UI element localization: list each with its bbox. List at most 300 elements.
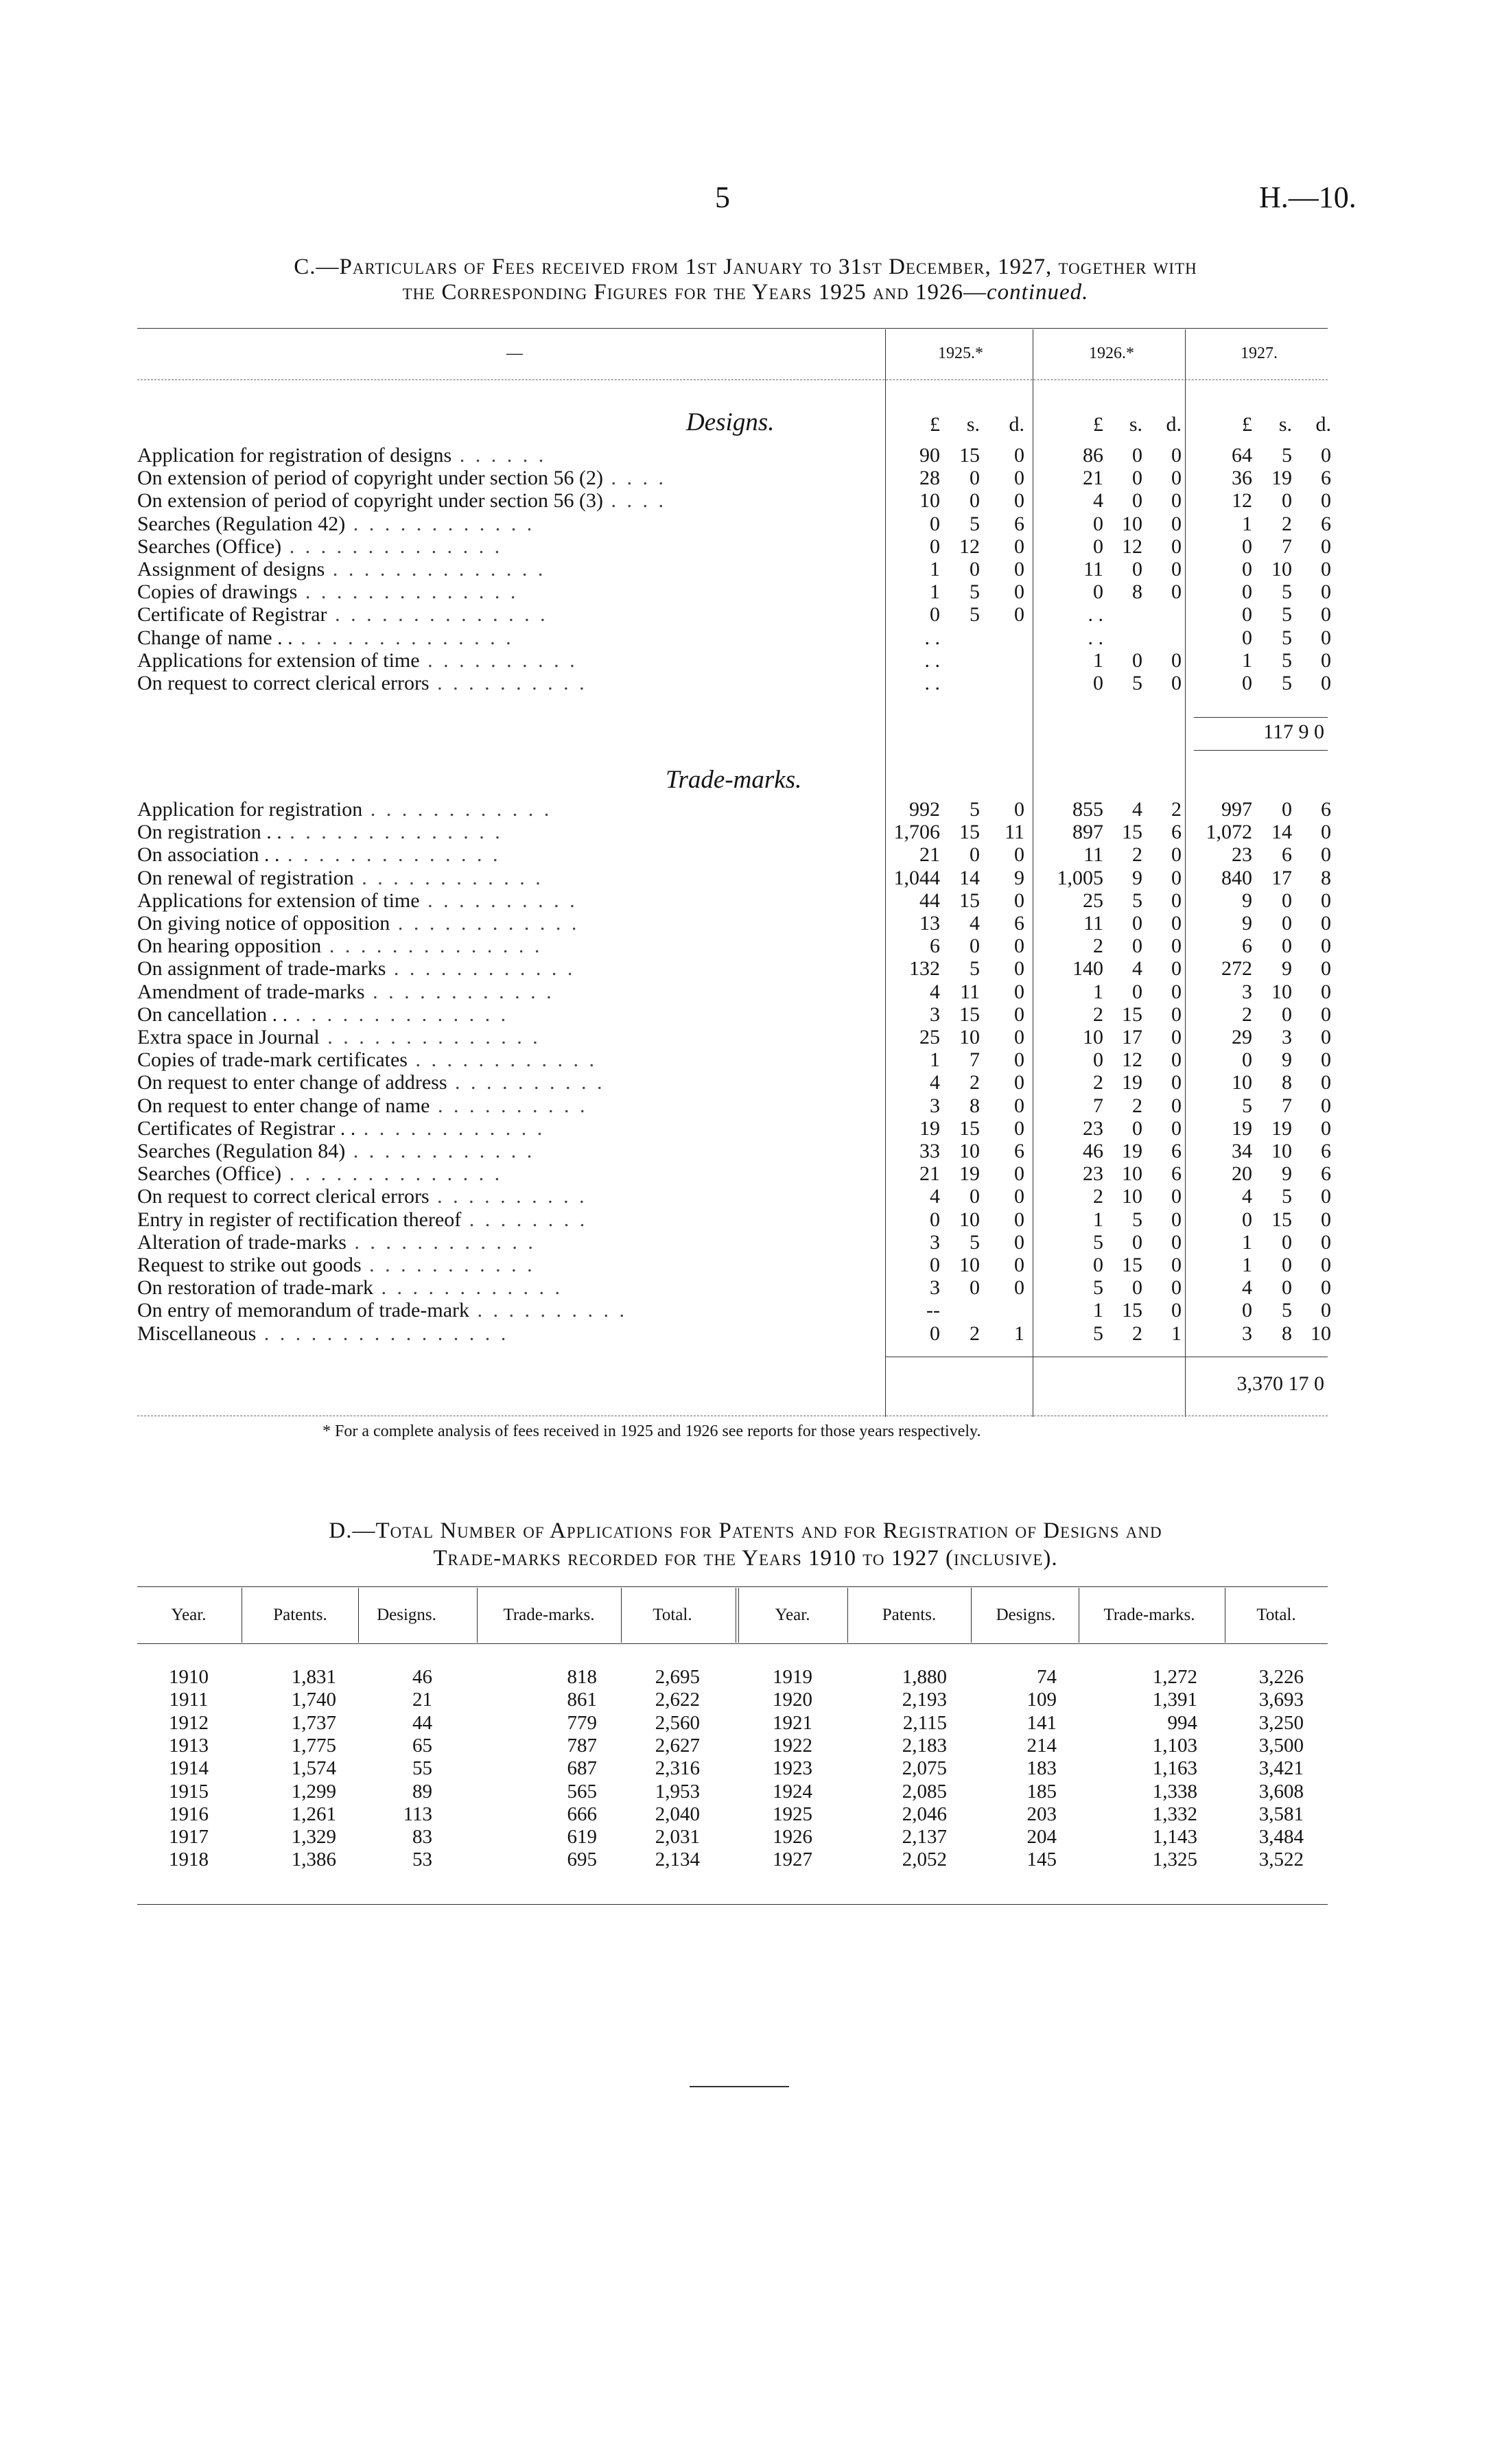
fee-amount: 0 [1171,444,1182,467]
table-d-cell: 666 [567,1803,597,1825]
fee-amount: 5 [1132,889,1142,912]
fee-amount: 6 [1171,1162,1182,1186]
fee-row-label [137,1299,858,1322]
table-d-cell: 145 [1026,1849,1057,1871]
table-d-cell: 1925 [773,1803,812,1825]
fee-amount: 36 [1232,467,1252,490]
fee-amount: 0 [1321,672,1331,694]
fee-amount: 0 [1014,1048,1024,1072]
table-c-col-divider-1 [885,329,886,1417]
fee-amount: 0 [1321,1116,1331,1140]
fee-amount: 0 [970,467,980,490]
fee-amount: 3 [930,1002,940,1026]
fee-amount: 15 [1271,1208,1292,1231]
fee-amount: 3 [930,1276,940,1300]
leader-dots: . . . . . . . . . . [469,1299,627,1322]
fee-amount: 9 [1242,912,1252,935]
table-d-cell: 3,421 [1258,1757,1304,1780]
fee-amount: 0 [1171,1230,1182,1254]
fee-amount: 1,044 [893,866,940,889]
fee-amount: . . [924,648,940,672]
designs-total-bottom-rule [1194,750,1328,751]
fee-amount: 0 [1282,1230,1292,1254]
currency-head: d. [1009,413,1024,436]
fee-amount: 0 [1014,1094,1024,1117]
fee-amount: 0 [1014,1230,1024,1254]
table-d-cell: 214 [1026,1734,1057,1757]
table-d-cell: 2,052 [902,1849,947,1871]
fee-amount: 0 [1171,672,1182,694]
leader-dots: . . . . . . . . . . . . [386,957,576,981]
table-d-cell: 2,031 [655,1826,700,1849]
leader-dots: . . . . . . . . . . [419,648,578,672]
fee-amount [983,672,1024,694]
currency-head: s. [966,413,980,436]
table-d-cell: 3,608 [1258,1780,1304,1803]
fee-amount: 6 [1171,821,1182,844]
fee-amount: 0 [1321,1048,1331,1072]
leader-dots: . . . . . . . . . . [429,1185,587,1208]
fee-amount: 0 [1171,558,1182,580]
fee-amount: 0 [1014,1071,1024,1094]
currency-head: s. [1278,413,1292,436]
fee-amount: 20 [1232,1162,1252,1186]
table-d-cell: 3,250 [1258,1711,1304,1734]
leader-dots: . . . . . . . . [461,1208,588,1231]
fee-amount: 0 [1132,980,1142,1003]
fee-amount: 10 [1122,512,1142,535]
fee-amount: 0 [1014,957,1024,981]
table-d-cell: 21 [412,1689,432,1711]
table-d-header: Total. [1256,1606,1296,1624]
table-d-cell: 1,338 [1152,1780,1197,1803]
fee-amount: 12 [1122,1048,1142,1072]
leader-dots: . . . . . . . . . . . . [364,980,554,1003]
fee-amount: 997 [1221,798,1252,821]
fee-label-text: Change of name . . [137,626,293,649]
leader-dots: . . . . . . . . . . . . [407,1048,597,1072]
fee-label-text: Applications for extension of time [137,889,420,912]
fee-amount: 0 [1171,1254,1182,1276]
table-d-cell: 3,522 [1258,1849,1304,1871]
designs-total-1927: 117 9 0 [1263,720,1324,743]
fee-amount: 0 [1242,626,1252,649]
fee-amount: 15 [959,889,980,912]
fee-amount: 0 [1171,980,1182,1003]
fee-amount: 5 [1132,672,1142,694]
table-d-cell: 2,134 [655,1849,700,1871]
fee-amount: 0 [1321,912,1331,935]
fee-amount: 13 [919,912,940,935]
table-d-cell: 1915 [169,1780,209,1803]
fee-amount: 33 [919,1140,940,1162]
fee-amount: 10 [1083,1026,1103,1048]
table-d-cell: 3,484 [1258,1826,1304,1849]
fee-amount: 1 [1093,980,1103,1003]
fee-amount: 5 [1282,626,1292,649]
fee-amount: 0 [1093,1254,1103,1276]
table-d-cell: 2,560 [655,1711,700,1734]
fee-label-text: Assignment of designs [137,558,325,580]
leader-dots: . . . . . . . . . . . . . . [292,626,514,649]
table-d-cell: 53 [412,1849,432,1871]
fee-amount: 44 [919,889,940,912]
fee-amount: 2 [1132,1322,1142,1345]
col-1925-header: 1925.* [938,344,983,362]
fee-amount: 15 [959,1116,980,1140]
table-d-cell: 1923 [773,1757,812,1780]
fee-amount: 2 [1132,843,1142,867]
table-c-col-divider-3 [1185,329,1186,1417]
fee-amount: 0 [1014,1002,1024,1026]
leader-dots: . . . . . . . . . . . . . . [281,535,503,558]
fee-amount: 0 [1093,1048,1103,1072]
table-d-cell: 204 [1026,1826,1057,1849]
fee-amount: 0 [1014,603,1024,626]
fee-amount: 64 [1232,444,1252,467]
fee-amount: 10 [1122,1185,1142,1208]
fee-row-label [137,603,858,626]
fee-row-label [137,1003,858,1026]
fee-amount: 3 [1242,980,1252,1003]
table-d-cell: 2,316 [655,1757,700,1780]
table-d-cell: 1,386 [291,1849,336,1871]
fee-amount: 0 [1014,444,1024,467]
fee-amount: 0 [1171,1276,1182,1300]
table-d-top-rule [137,1586,1328,1587]
fee-amount: 10 [959,1254,980,1276]
fee-amount: 0 [1321,444,1331,467]
fee-amount: 0 [1014,467,1024,490]
fee-amount: 9 [1242,889,1252,912]
fee-amount: 0 [1282,935,1292,958]
fee-amount: 272 [1221,957,1252,981]
table-d-cell: 2,046 [902,1803,947,1825]
fee-amount: 6 [1321,798,1331,821]
fee-amount: 2 [1242,1002,1252,1026]
leader-dots: . . . . [603,489,666,513]
fee-amount: 1 [1093,648,1103,672]
fee-amount: 15 [959,444,980,467]
fee-amount: 0 [1014,1208,1024,1231]
table-d-header: Patents. [273,1606,327,1624]
fee-amount: 0 [1321,489,1331,513]
fee-amount: 10 [1271,980,1292,1003]
fee-amount: 0 [1171,889,1182,912]
fee-amount: 5 [1282,580,1292,604]
fee-amount: 14 [959,866,980,889]
fee-amount: 0 [1321,1026,1331,1048]
fee-amount: 1,005 [1057,866,1103,889]
fee-amount: 34 [1232,1140,1252,1162]
fee-amount: 28 [919,467,940,490]
fee-amount: 12 [1232,489,1252,513]
table-d-cell: 2,183 [902,1734,947,1757]
fee-amount: 0 [1132,648,1142,672]
fee-amount: 132 [909,957,940,981]
fee-amount: 6 [1171,1140,1182,1162]
fee-amount: 0 [1321,1185,1331,1208]
table-d-cell: 1926 [773,1826,812,1849]
fee-row-label [137,513,858,535]
fee-amount: 0 [1014,1185,1024,1208]
table-d-cell: 861 [567,1689,597,1711]
fee-amount: 1 [1242,648,1252,672]
fee-row-label [137,821,858,843]
fee-amount: 17 [1271,866,1292,889]
fee-label-text: Extra space in Journal [137,1026,320,1048]
table-d-col-divider [621,1588,622,1643]
fee-amount: 7 [1282,535,1292,558]
fee-amount [1144,603,1182,626]
table-d-cell: 1,574 [291,1757,336,1780]
fee-amount: 0 [970,1276,980,1300]
fee-amount: 0 [1321,957,1331,981]
fee-amount: 86 [1083,444,1103,467]
fee-amount: 897 [1072,821,1103,844]
fee-amount: 5 [970,512,980,535]
fee-amount: . . [1088,626,1103,649]
fee-label-text: Copies of drawings [137,580,298,604]
fee-row-label [137,1048,858,1071]
fee-amount: 0 [1014,1116,1024,1140]
fee-amount: 10 [959,1208,980,1231]
fee-row-label [137,444,858,467]
fee-amount: 1 [1171,1322,1182,1345]
fee-amount: 5 [970,1230,980,1254]
fee-amount: 0 [930,1254,940,1276]
table-d-cell: 1,391 [1152,1689,1197,1711]
fee-amount: 992 [909,798,940,821]
fee-row-label [137,1208,858,1231]
fee-amount: 0 [1093,672,1103,694]
fee-label-text: On registration . . [137,821,282,844]
fee-amount: 6 [1014,912,1024,935]
fee-amount: 4 [1132,798,1142,821]
fee-amount: 2 [970,1071,980,1094]
fee-amount: 0 [1171,467,1182,490]
fee-amount: 1 [1242,1230,1252,1254]
fee-amount: 0 [1014,889,1024,912]
fee-label-text: On restoration of trade-mark [137,1276,374,1300]
fee-label-text: On renewal of registration [137,866,354,889]
fee-amount: 8 [1282,1322,1292,1345]
table-c-top-rule [137,328,1328,329]
fee-amount: 0 [1242,580,1252,604]
fee-amount: 0 [1321,980,1331,1003]
table-d-col-divider [847,1588,848,1643]
fee-amount [1144,626,1182,649]
fee-amount: 9 [1014,866,1024,889]
fee-label-text: Entry in register of rectification thereof [137,1208,462,1231]
table-d-cell: 1,143 [1152,1826,1197,1849]
fee-label-text: Application for registration [137,798,363,821]
fee-amount: 5 [1282,1299,1292,1322]
fee-amount: 0 [930,535,940,558]
section-d-title-line1: D.—Total Number of Applications for Patents and for Registration of Designs and [329,1518,1162,1543]
leader-dots: . . . . . . . . . . . . . . [279,843,501,867]
fee-amount: 2 [1093,1002,1103,1026]
table-d-cell: 1,329 [291,1826,336,1849]
table-d-cell: 2,627 [655,1734,700,1757]
table-d-cell: 1921 [773,1711,812,1734]
page-number: 5 [715,180,730,214]
table-d-cell: 1924 [773,1780,812,1803]
leader-dots: . . . . [603,467,666,490]
fee-amount: 23 [1083,1162,1103,1186]
table-d-cell: 65 [412,1734,432,1757]
fee-amount: . . [1088,603,1103,626]
currency-head: £ [1093,413,1103,436]
table-d-cell: 1,740 [291,1689,336,1711]
fee-amount: 0 [1014,535,1024,558]
table-d-cell: 2,193 [902,1689,947,1711]
fee-amount [1105,626,1142,649]
table-d-cell: 994 [1167,1711,1197,1734]
fee-amount: 0 [1014,1254,1024,1276]
fee-amount: 4 [930,1185,940,1208]
leader-dots: . . . . . . . . . . . [361,1254,535,1276]
table-d-cell: 687 [567,1757,597,1780]
fee-amount: 0 [1014,558,1024,580]
leader-dots: . . . . . . . . . . [419,889,578,912]
fee-amount: 1 [930,580,940,604]
fee-amount: 5 [1242,1094,1252,1117]
fee-label-text: Alteration of trade-marks [137,1230,347,1254]
fee-amount: 0 [1282,889,1292,912]
table-d-cell: 46 [412,1666,432,1688]
fee-row-label [137,798,858,821]
fee-amount [1105,603,1142,626]
fee-row-label [137,1071,858,1094]
fee-amount: 19 [1122,1140,1142,1162]
table-d-cell: 1,299 [291,1780,336,1803]
leader-dots: . . . . . . . . . . [429,672,587,694]
fee-amount: 0 [1132,1276,1142,1300]
fee-amount: 6 [1321,1140,1331,1162]
table-d-header: Total. [653,1606,692,1624]
fee-amount: 21 [1083,467,1103,490]
fee-label-text: Searches (Office) [137,1162,282,1186]
fee-amount: 23 [1083,1116,1103,1140]
fee-row-label [137,672,858,694]
fee-amount [946,672,980,694]
fee-amount: 11 [1005,821,1024,844]
currency-head: £ [1242,413,1252,436]
fee-amount: 0 [1171,489,1182,513]
fee-amount: 5 [970,580,980,604]
table-d-cell: 3,581 [1258,1803,1304,1825]
table-d-cell: 1916 [169,1803,209,1825]
fee-amount: 15 [1122,1254,1142,1276]
fee-amount: 0 [1171,1071,1182,1094]
fee-amount: 15 [959,1002,980,1026]
trade-marks-heading: Trade-marks. [666,766,802,794]
closing-rule [690,2086,789,2087]
fee-amount: 0 [1014,980,1024,1003]
fee-amount: 19 [959,1162,980,1186]
fee-amount: 10 [1311,1322,1331,1345]
fee-amount: 14 [1271,821,1292,844]
fee-amount: . . [924,626,940,649]
fee-amount: 0 [1321,821,1331,844]
fee-row-label [137,489,858,512]
fee-amount: 90 [919,444,940,467]
fee-amount: 7 [970,1048,980,1072]
fee-amount: 21 [919,843,940,867]
fee-amount: 0 [1321,603,1331,626]
fee-amount: 0 [1242,672,1252,694]
table-d-header: Designs. [996,1606,1056,1624]
fee-amount: 3 [1242,1322,1252,1345]
fee-amount: . . [924,672,940,694]
fee-amount: 19 [1271,467,1292,490]
fee-amount: 1 [1242,1254,1252,1276]
table-d-cell: 1918 [169,1849,209,1871]
fee-amount: 9 [1282,1162,1292,1186]
fee-label-text: Searches (Regulation 84) [137,1140,346,1162]
table-d-cell: 1,163 [1152,1757,1197,1780]
fee-amount: 15 [1122,821,1142,844]
fee-row-label [137,912,858,935]
table-d-bottom-rule [137,1904,1328,1905]
fee-row-label [137,580,858,603]
fee-amount: 19 [919,1116,940,1140]
fee-label-text: On assignment of trade-marks [137,957,386,981]
fee-amount: 0 [1321,1094,1331,1117]
table-d-cell: 55 [412,1757,432,1780]
table-d-cell: 2,695 [655,1666,700,1688]
fee-amount: 6 [1321,512,1331,535]
fee-amount: 0 [1242,1208,1252,1231]
fee-amount: 2 [1093,1071,1103,1094]
fee-amount: 29 [1232,1026,1252,1048]
table-d-cell: 141 [1026,1711,1057,1734]
fee-amount: 1 [1014,1322,1024,1345]
col-1926-header: 1926.* [1089,344,1134,362]
leader-dots: . . . . . . . . . . [430,1094,588,1117]
fee-label-text: Certificates of Registrar . . [137,1116,356,1140]
fee-amount: 0 [1321,535,1331,558]
fee-amount: 8 [970,1094,980,1117]
fee-amount: 2 [970,1322,980,1345]
table-d-cell: 83 [412,1826,432,1849]
fee-row-label [137,935,858,957]
fee-amount: 0 [970,1185,980,1208]
fee-amount: 0 [1093,535,1103,558]
fee-row-label [137,1140,858,1162]
table-d-cell: 1,332 [1152,1803,1197,1825]
leader-dots: . . . . . . . . . . . . . . [319,1026,541,1048]
fee-amount: 9 [1132,866,1142,889]
table-d-cell: 3,693 [1258,1689,1304,1711]
table-d-cell: 1913 [169,1734,209,1757]
fee-amount: 5 [1282,672,1292,694]
fee-amount: 11 [1083,558,1103,580]
fee-amount: 25 [919,1026,940,1048]
fee-amount: 0 [1282,912,1292,935]
fee-amount: 0 [1014,1276,1024,1300]
fee-amount: 11 [960,980,980,1003]
fee-amount: 0 [1171,1094,1182,1117]
fee-amount: 0 [1171,512,1182,535]
fee-label-text: On association . . [137,843,280,867]
table-d-cell: 1911 [169,1689,209,1711]
fee-amount: 2 [1282,512,1292,535]
table-d-cell: 2,622 [655,1689,700,1711]
trade-marks-total-1927: 3,370 17 0 [1236,1372,1324,1395]
fee-amount: 0 [1171,1026,1182,1048]
